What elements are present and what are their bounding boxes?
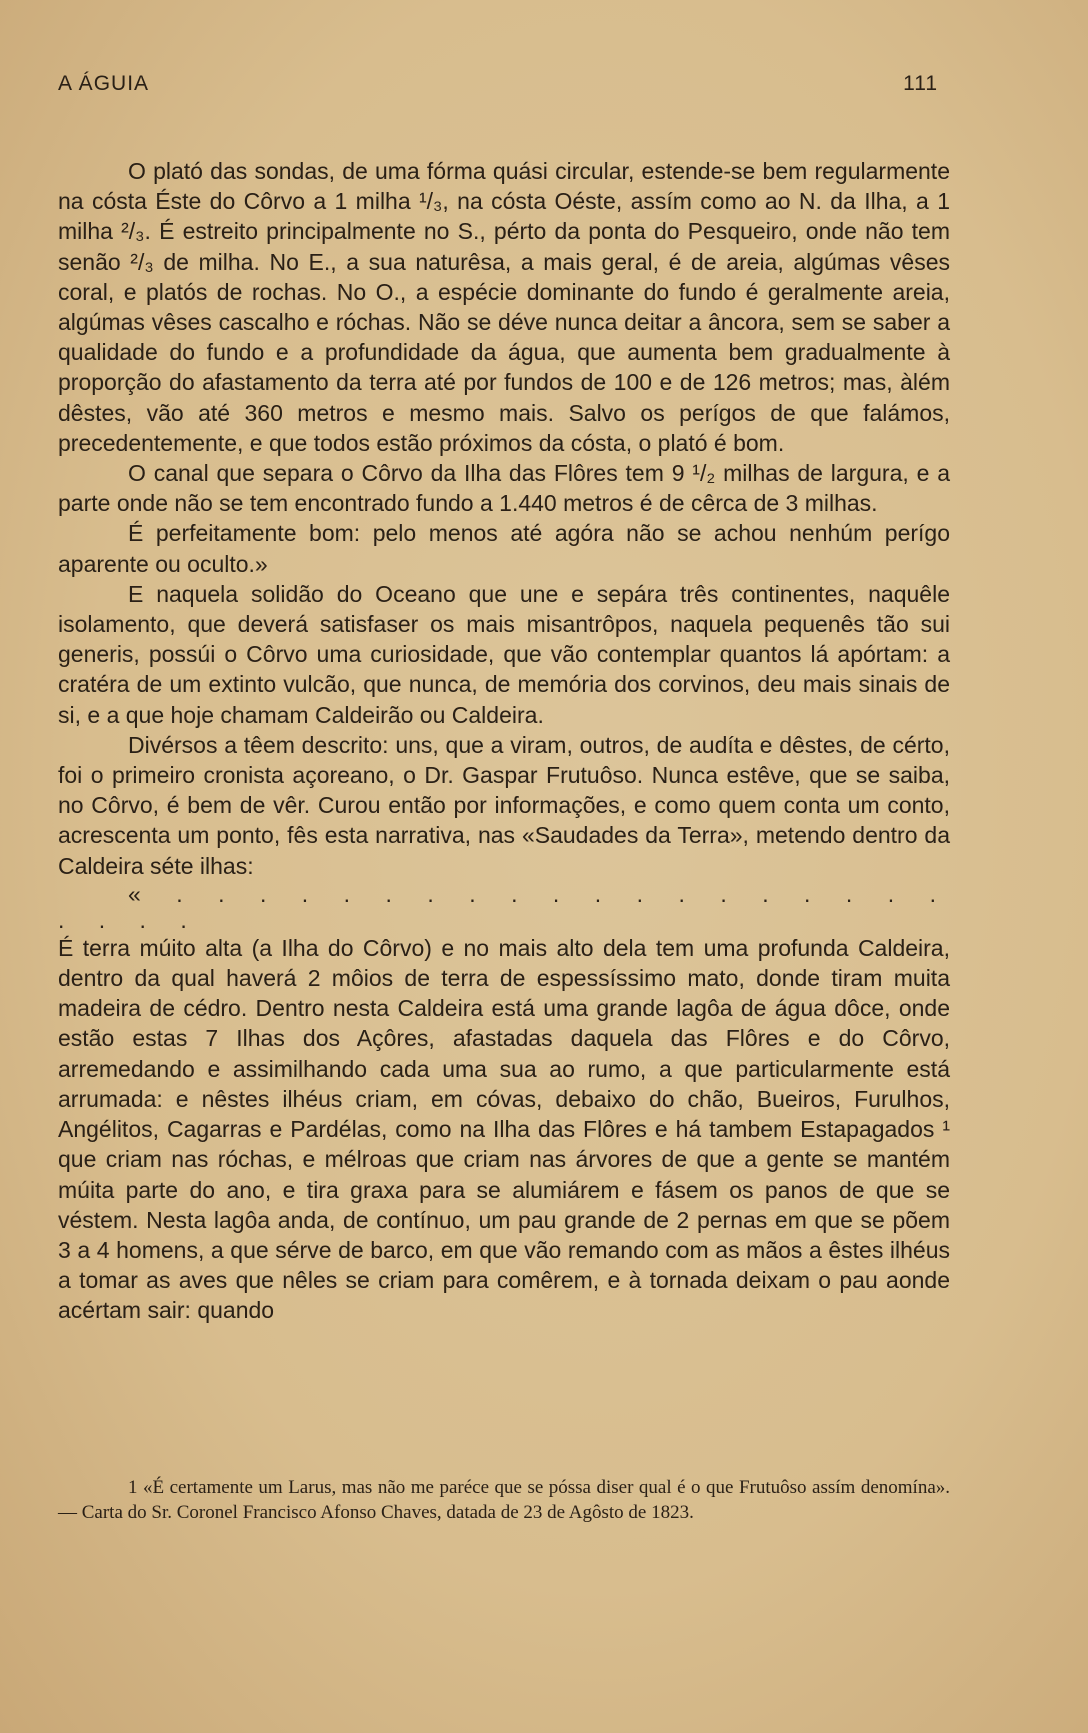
page-number: 111	[903, 72, 938, 95]
paragraph-2: O canal que separa o Côrvo da Ilha das Flôres tem 9 ¹/₂ milhas de largura, e a parte onde não se tem encontrado fundo a 1.440 metros é de cêrca de 3 milhas.	[58, 460, 950, 517]
main-text	[58, 156, 950, 1326]
paragraph-3: É perfeitamente bom: pelo menos até agóra não se achou nenhúm perígo aparente ou oculto.»	[58, 520, 950, 577]
quoted-passage: É terra múito alta (a Ilha do Côrvo) e no mais alto dela tem uma profunda Caldeira, dentro da qual haverá 2 môios de terra de espessíssimo mato, donde tiram muita madeira de cédro. Dentro nesta Caldeira está uma grande lagôa de água dôce, onde estão estas 7 Ilhas dos Açôres, afastadas daquela das Flôres e do Côrvo, arremedando e assimilhando cada uma sua ao rumo, a que particularmente está arrumada: e nêstes ilhéus criam, em cóvas, debaixo do chão, Bueiros, Furulhos, Angélitos, Cagarras e Pardélas, como na Ilha das Flôres e há tambem Estapagados ¹ que criam nas róchas, e mélroas que criam nas árvores de que a gente se mantém múita parte do ano, e tira graxa para se alumiárem e fásem os panos de que se véstem. Nesta lagôa anda, de contínuo, um pau grande de 2 pernas em que se põem 3 a 4 homens, a que sérve de barco, em que vão remando com as mãos a êstes ilhéus a tomar as aves que nêles se criam para comêrem, e à tornada deixam o pau aonde acértam sair: quando	[58, 934, 950, 1324]
footnote	[58, 1476, 950, 1525]
footnote-text: 1 «É certamente um Larus, mas não me paréce que se póssa diser qual é o que Frutuôso assím denomína». — Carta do Sr. Coronel Francisco Afonso Chaves, datada de 23 de Agôsto de 1823.	[58, 1477, 950, 1523]
running-header	[58, 72, 938, 96]
paragraph-5: Divérsos a têem descrito: uns, que a viram, outros, de audíta e dêstes, de cérto, foi o primeiro cronista açoreano, o Dr. Gaspar Frutuôso. Nunca estêve, que se saiba, no Côrvo, é bem de vêr. Curou então por informações, e como quem conta um conto, acrescenta um ponto, fês esta narrativa, nas «Saudades da Terra», metendo dentro da Caldeira séte ilhas:	[58, 731, 950, 879]
paragraph-4: E naquela solidão do Oceano que une e sepára três continentes, naquêle isolamento, que deverá satisfaser os mais misantrôpos, naquela pequenês tão sui generis, possúi o Côrvo uma curiosidade, que vão contemplar quantos lá apórtam: a cratéra de um extinto vulcão, que nunca, de memória dos corvinos, deu mais sinais de si, e a que hoje chamam Caldeirão ou Caldeira.	[58, 580, 950, 728]
running-title: A ÁGUIA	[58, 72, 150, 95]
paragraph-1: O plató das sondas, de uma fórma quási circular, estende-se bem regularmente na cósta Éste do Côrvo a 1 milha ¹/₃, na cósta Oéste, assím como ao N. da Ilha, a 1 milha ²/₃. É estreito principalmente no S., pérto da ponta do Pesqueiro, onde não tem senão ²/₃ de milha. No E., a sua naturêsa, a mais geral, é de areia, algúmas vêses coral, e platós de rochas. No O., a espécie dominante do fundo é geralmente areia, algúmas vêses cascalho e róchas. Não se déve nunca deitar a âncora, sem se saber a qualidade do fundo e a profundidade da água, que aumenta bem gradualmente à proporção do afastamento da terra até por fundos de 100 e de 126 metros; mas, àlém dêstes, vão até 360 metros e mesmo mais. Salvo os perígos de que falámos, precedentemente, e que todos estão próximos da cósta, o plató é bom.	[58, 158, 950, 456]
ellipsis-line: « . . . . . . . . . . . . . . . . . . . . . . .	[58, 880, 950, 933]
